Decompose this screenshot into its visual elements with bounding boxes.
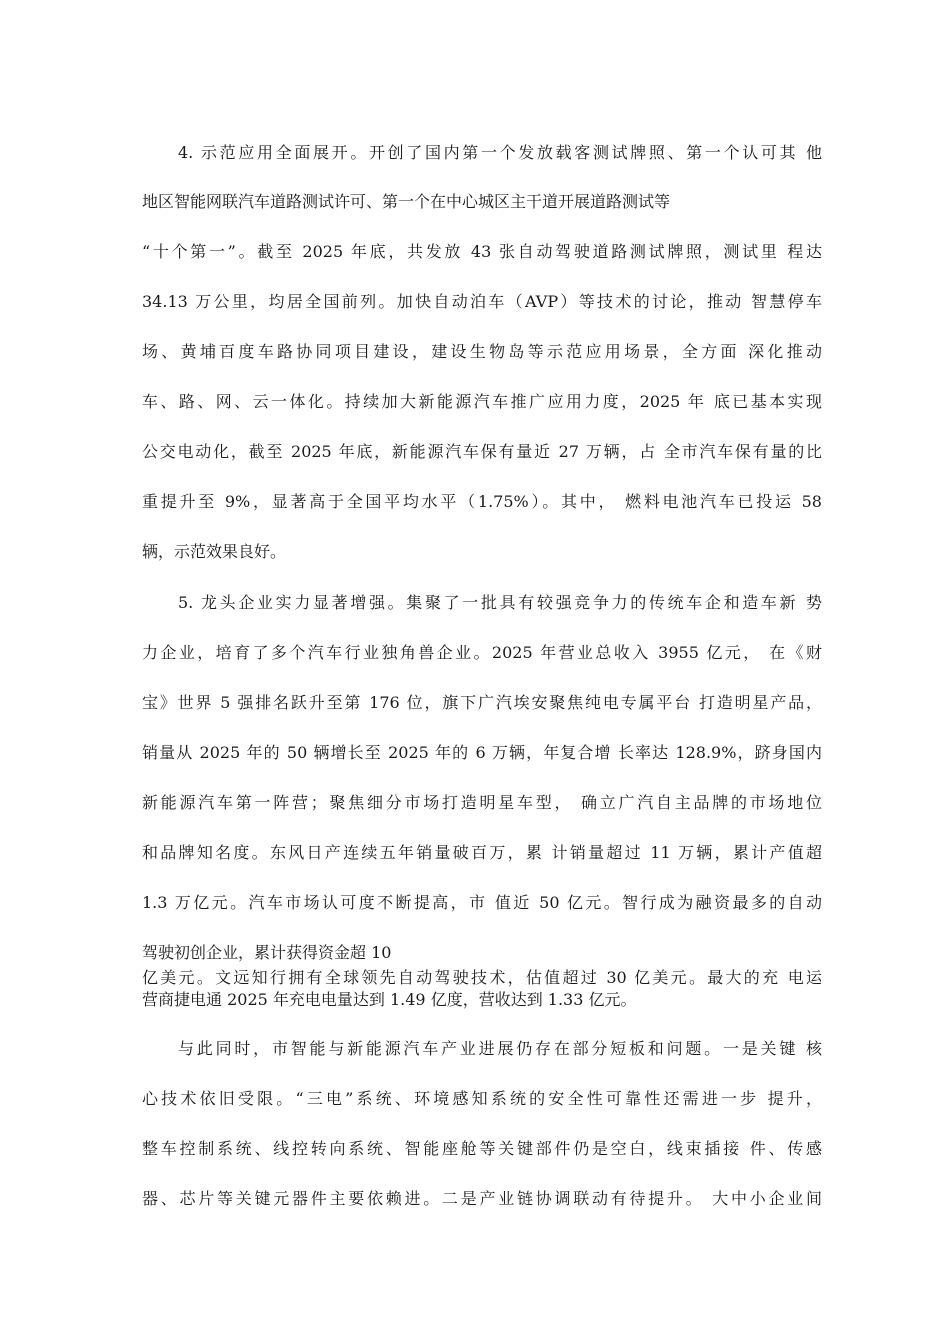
paragraph-2-line-7: 1.3 万亿元。汽车市场认可度不断提高，市 值近 50 亿元。智行成为融资最多的自动 [142, 893, 822, 912]
paragraph-2-line-1: 5. 龙头企业实力显著增强。集聚了一批具有较强竞争力的传统车企和造车新 势 [178, 593, 822, 612]
paragraph-2-line-6: 和品牌知名度。东风日产连续五年销量破百万，累 计销量超过 11 万辆，累计产值超 [142, 843, 822, 862]
paragraph-3-line-1: 与此同时，市智能与新能源汽车产业进展仍存在部分短板和问题。一是关键 核 [178, 1039, 822, 1058]
paragraph-2-line-10: 营商捷电通 2025 年充电电量达到 1.49 亿度，营收达到 1.33 亿元。 [142, 990, 637, 1009]
paragraph-2-line-8: 驾驶初创企业，累计获得资金超 10 [142, 943, 392, 962]
paragraph-2-line-3: 宝》世界 5 强排名跃升至第 176 位，旗下广汽埃安聚焦纯电专属平台 打造明星产品， [142, 693, 822, 712]
paragraph-1-line-4: 34.13 万公里，均居全国前列。加快自动泊车（AVP）等技术的讨论，推动 智慧停车 [142, 292, 822, 311]
paragraph-1-line-8: 重提升至 9%，显著高于全国平均水平（1.75%）。其中， 燃料电池汽车已投运 58 [142, 492, 822, 511]
paragraph-3-line-3: 整车控制系统、线控转向系统、智能座舱等关键部件仍是空白，线束插接 件、传感 [142, 1139, 822, 1158]
paragraph-1-line-6: 车、路、网、云一体化。持续加大新能源汽车推广应用力度，2025 年 底已基本实现 [142, 392, 822, 411]
paragraph-1-line-2: 地区智能网联汽车道路测试许可、第一个在中心城区主干道开展道路测试等 [142, 192, 671, 211]
paragraph-2-line-5: 新能源汽车第一阵营；聚焦细分市场打造明星车型， 确立广汽自主品牌的市场地位 [142, 793, 822, 812]
paragraph-1-line-5: 场、黄埔百度车路协同项目建设，建设生物岛等示范应用场景，全方面 深化推动 [142, 342, 822, 361]
paragraph-1-line-3: “十个第一”。截至 2025 年底，共发放 43 张自动驾驶道路测试牌照，测试里 程达 [142, 242, 822, 261]
paragraph-3-line-2: 心技术依旧受限。“三电”系统、环境感知系统的安全性可靠性还需进一步 提升， [142, 1089, 822, 1108]
paragraph-2-line-2: 力企业，培育了多个汽车行业独角兽企业。2025 年营业总收入 3955 亿元， 在《财 [142, 643, 822, 662]
paragraph-1-line-9: 辆，示范效果良好。 [142, 542, 287, 561]
paragraph-1-line-7: 公交电动化，截至 2025 年底，新能源汽车保有量近 27 万辆，占 全市汽车保有量的比 [142, 442, 822, 461]
paragraph-1-line-1: 4. 示范应用全面展开。开创了国内第一个发放载客测试牌照、第一个认可其 他 [178, 143, 822, 162]
paragraph-2-line-9: 亿美元。文远知行拥有全球领先自动驾驶技术，估值超过 30 亿美元。最大的充 电运 [142, 968, 822, 987]
paragraph-2-line-4: 销量从 2025 年的 50 辆增长至 2025 年的 6 万辆，年复合增 长率达 128.9%，跻身国内 [142, 743, 822, 762]
paragraph-3-line-4: 器、芯片等关键元器件主要依赖进。二是产业链协调联动有待提升。 大中小企业间 [142, 1189, 822, 1208]
